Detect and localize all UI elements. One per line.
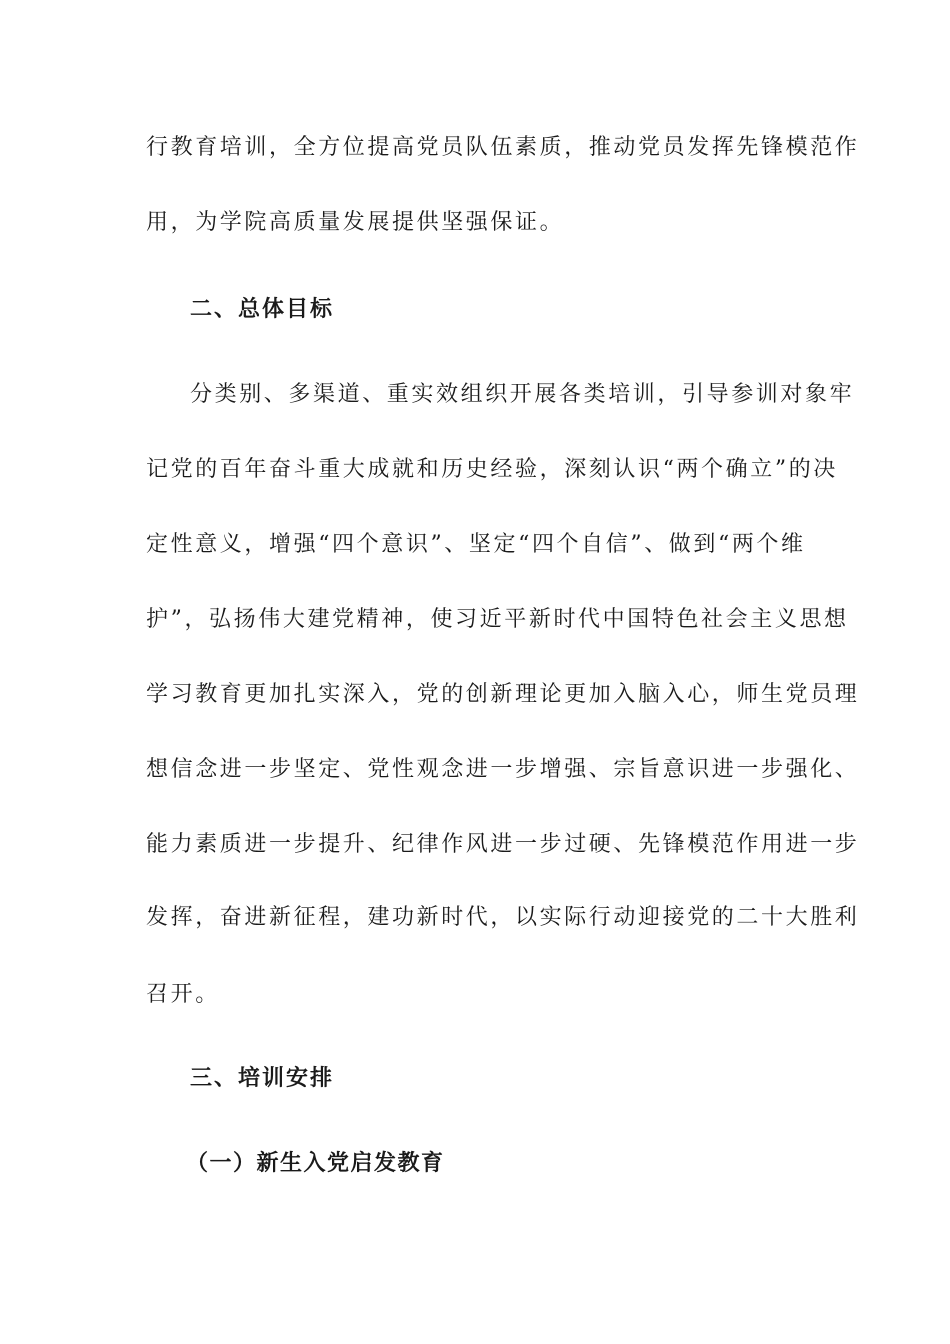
- subsection-heading: （一）新生入党启发教育: [186, 1151, 445, 1176]
- paragraph-line: 记党的百年奋斗重大成就和历史经验，深刻认识“两个确立”的决: [146, 457, 838, 482]
- paragraph-line: 召开。: [146, 982, 220, 1007]
- section-heading-training-arrangement: 三、培训安排: [190, 1066, 335, 1091]
- paragraph-line: 想信念进一步坚定、党性观念进一步增强、宗旨意识进一步强化、: [146, 757, 860, 782]
- paragraph-line: 行教育培训，全方位提高党员队伍素质，推动党员发挥先锋模范作: [146, 135, 860, 160]
- paragraph-line: 分类别、多渠道、重实效组织开展各类培训，引导参训对象牢: [190, 382, 855, 407]
- paragraph-line: 能力素质进一步提升、纪律作风进一步过硬、先锋模范作用进一步: [146, 832, 860, 857]
- paragraph-line: 学习教育更加扎实深入，党的创新理论更加入脑入心，师生党员理: [146, 682, 860, 707]
- paragraph-line: 发挥，奋进新征程，建功新时代，以实际行动迎接党的二十大胜利: [146, 905, 860, 930]
- paragraph-line: 用，为学院高质量发展提供坚强保证。: [146, 210, 565, 235]
- paragraph-line: 定性意义，增强“四个意识”、坚定“四个自信”、做到“两个维: [146, 532, 806, 557]
- paragraph-line: 护”，弘扬伟大建党精神，使习近平新时代中国特色社会主义思想: [146, 607, 849, 632]
- section-heading-overall-goals: 二、总体目标: [190, 297, 335, 322]
